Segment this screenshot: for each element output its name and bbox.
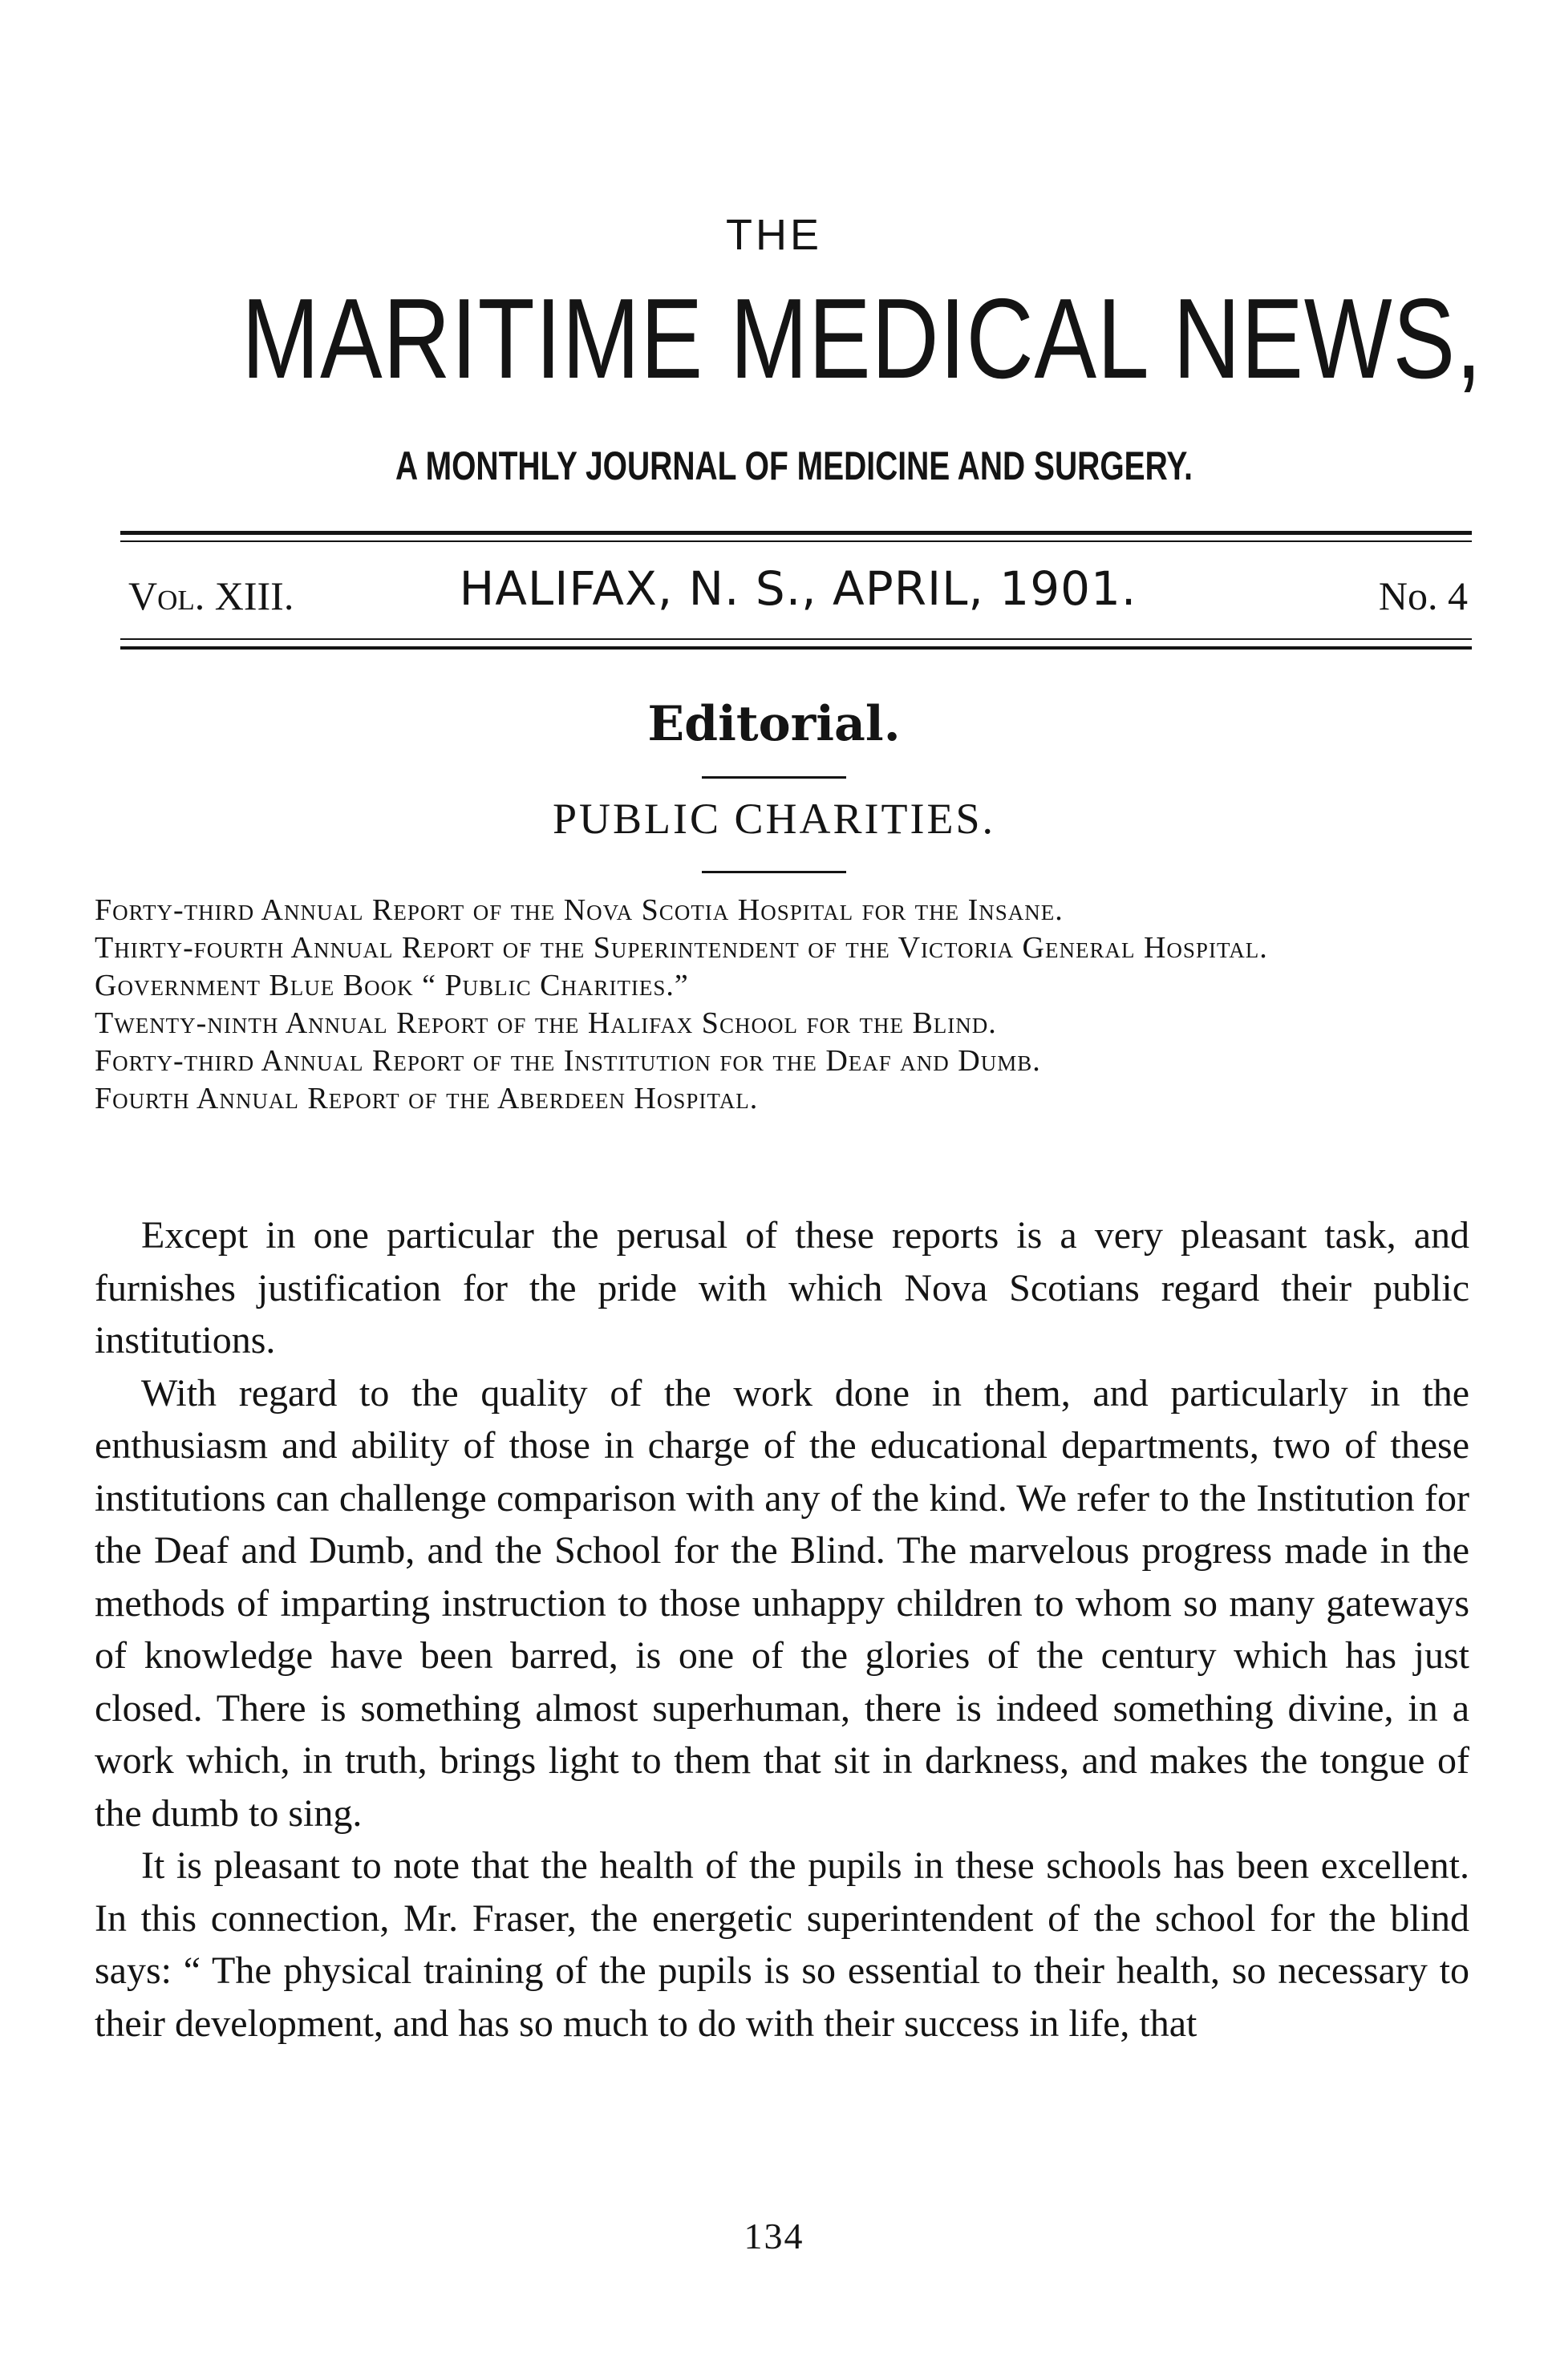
masthead-rule-thick [120,531,1472,535]
short-divider [702,776,846,779]
report-item: Government Blue Book “ Public Charities.” [95,969,689,1002]
report-item: Forty-third Annual Report of the Institution for the Deaf and Dumb. [95,1044,1041,1078]
masthead-the: THE [726,211,822,259]
masthead-rule-thin [120,540,1472,542]
volume-number: Vol. XIII. [128,573,294,618]
body-paragraph: With regard to the quality of the work done in them, and particularly in the enthusiasm and ability of those in charge of the educational departments, two of these institutions can challenge comparison with any of the kind. We refer to the Institution for the Deaf and Dumb, and the School for the Blind. The marvelous progress made in the methods of imparting instruction to those unhappy children to whom so many gateways of knowledge have been barred, is one of the glories of the century which has just closed. There is something almost superhuman, there is indeed something divine, in a work which, in truth, brings light to them that sit in darkness, and makes the tongue of the dumb to sing. [95,1371,1469,1835]
issue-number: No. 4 [1378,573,1468,618]
journal-subtitle: A MONTHLY JOURNAL OF MEDICINE AND SURGERY. [395,443,1193,488]
place-date: HALIFAX, N. S., APRIL, 1901. [459,561,1137,616]
report-item: Twenty-ninth Annual Report of the Halifax School for the Blind. [95,1006,997,1040]
dateline-rule-thick [120,646,1472,650]
body-paragraph: Except in one particular the perusal of these reports is a very pleasant task, and furnishes justification for the pride with which Nova Scotians regard their public institutions. [95,1214,1469,1362]
report-item: Fourth Annual Report of the Aberdeen Hospital. [95,1082,759,1115]
report-item: Thirty-fourth Annual Report of the Superintendent of the Victoria General Hospital. [95,931,1268,965]
journal-title: MARITIME MEDICAL NEWS, [241,275,1483,403]
article-body [95,1209,1469,2050]
dateline-rule-thin [120,638,1472,640]
page-number: 134 [744,2216,804,2257]
report-list [95,892,1474,1118]
report-item: Forty-third Annual Report of the Nova Scotia Hospital for the Insane. [95,893,1064,927]
body-paragraph: It is pleasant to note that the health of the pupils in these schools has been excellent. In this connection, Mr. Fraser, the energetic superintendent of the school for the blind says: “ The physical training of the pupils is so essential to their health, so necessary to their development, and has so much to do with their success in life, that [95,1844,1469,2045]
section-title: Editorial. [647,696,901,752]
short-divider [702,871,846,873]
article-heading: PUBLIC CHARITIES. [552,795,996,843]
dateline [128,561,1468,625]
